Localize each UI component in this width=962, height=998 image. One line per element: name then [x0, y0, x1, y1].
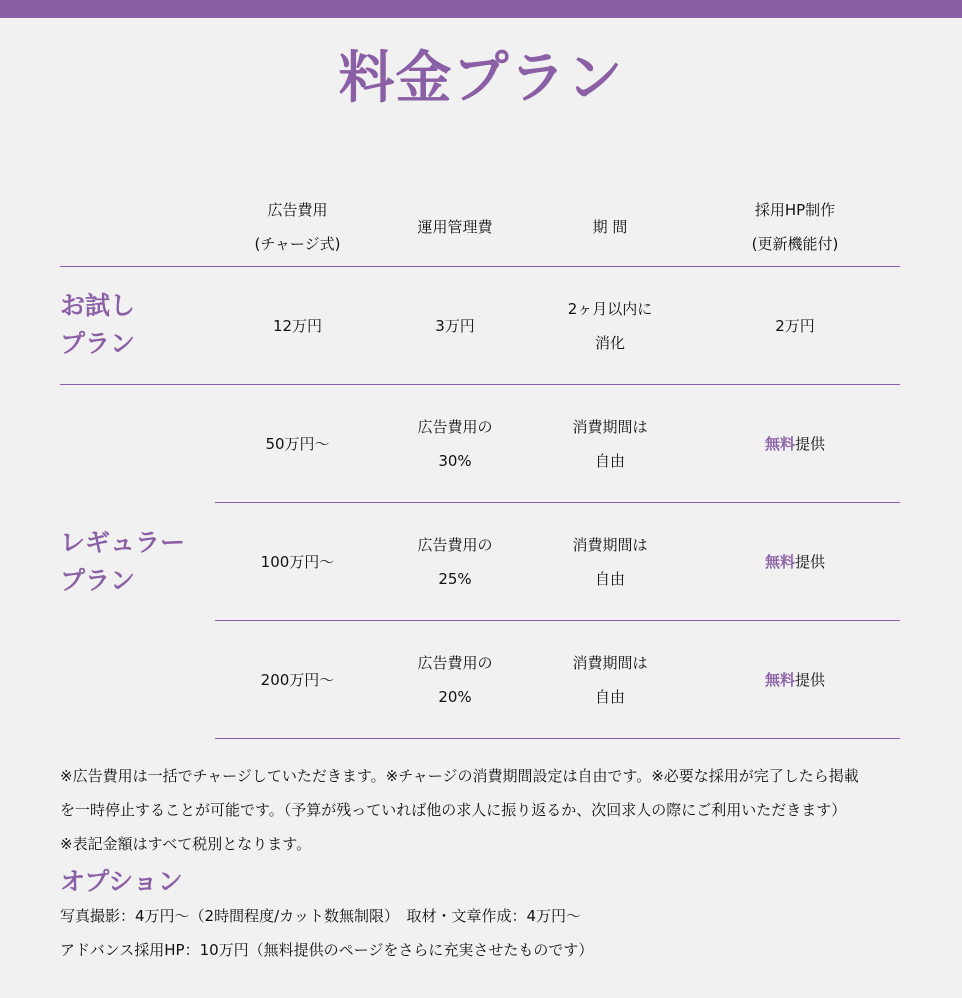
regular-row3-ad-cost: 200万円〜 — [260, 671, 335, 689]
page-title: 料金プラン — [338, 46, 624, 111]
header-hp-line2: (更新機能付) — [751, 235, 839, 253]
header-mgmt-fee: 運用管理費 — [417, 218, 493, 236]
trial-period-line1: 2ヶ月以内に — [567, 300, 653, 318]
regular-row3-mgmt-line1: 広告費用の — [417, 654, 493, 672]
regular-row1-mgmt-line2: 30% — [438, 452, 472, 470]
divider-regular-1 — [215, 502, 900, 503]
regular-row3-period-line1: 消費期間は — [572, 654, 648, 672]
regular-row1-hp-rest: 提供 — [795, 435, 826, 453]
regular-row2-hp-free: 無料 — [764, 553, 795, 571]
regular-row1-mgmt — [380, 410, 530, 478]
regular-row2-hp — [690, 545, 900, 579]
regular-row3-hp-free: 無料 — [764, 671, 795, 689]
regular-row3-period-line2: 自由 — [594, 688, 625, 706]
divider-regular-3 — [215, 738, 900, 739]
header-ad-cost-line2: (チャージ式) — [254, 235, 341, 253]
regular-row2-period — [530, 528, 690, 596]
divider-trial — [60, 384, 900, 385]
regular-row3-mgmt — [380, 646, 530, 714]
regular-row1-period — [530, 410, 690, 478]
top-accent-bar — [0, 0, 962, 18]
regular-row3-period — [530, 646, 690, 714]
regular-row1-hp-free: 無料 — [764, 435, 795, 453]
regular-row3-hp-rest: 提供 — [795, 671, 826, 689]
regular-row2-period-line2: 自由 — [594, 570, 625, 588]
trial-hp: 2万円 — [775, 317, 815, 335]
regular-row2-period-line1: 消費期間は — [572, 536, 648, 554]
header-period: 期 間 — [592, 218, 628, 236]
trial-period-line2: 消化 — [594, 334, 625, 352]
trial-plan-name — [60, 287, 135, 363]
regular-plan-name-line1: レギュラー — [60, 528, 186, 557]
regular-row1-mgmt-line1: 広告費用の — [417, 418, 493, 436]
trial-plan-name-line1: お試し — [60, 291, 136, 320]
note-line-2: を一時停止することが可能です。（予算が残っていれば他の求人に振り返るか、次回求人の際にご利用いただきます） — [60, 801, 847, 819]
divider-header — [60, 266, 900, 267]
regular-row3-hp — [690, 663, 900, 697]
trial-plan-name-line2: プラン — [60, 329, 136, 358]
regular-row1-period-line1: 消費期間は — [572, 418, 648, 436]
header-ad-cost-line1: 広告費用 — [267, 201, 328, 219]
option-line-1: 写真撮影：4万円〜（2時間程度/カット数無制限） 取材・文章作成：4万円〜 — [60, 907, 582, 925]
divider-regular-2 — [215, 620, 900, 621]
trial-mgmt-fee: 3万円 — [435, 317, 475, 335]
trial-period — [530, 292, 690, 360]
header-hp — [690, 193, 900, 261]
options-title: オプション — [60, 867, 183, 896]
note-line-1: ※広告費用は一括でチャージしていただきます。※チャージの消費期間設定は自由です。※必要な採用が完了したら掲載 — [60, 767, 859, 785]
regular-row2-mgmt-line1: 広告費用の — [417, 536, 493, 554]
regular-row2-hp-rest: 提供 — [795, 553, 826, 571]
trial-ad-cost: 12万円 — [272, 317, 323, 335]
regular-row3-mgmt-line2: 20% — [438, 688, 472, 706]
header-ad-cost — [215, 193, 380, 261]
regular-row1-hp — [690, 427, 900, 461]
regular-plan-name — [60, 524, 185, 600]
option-line-2: アドバンス採用HP：10万円（無料提供のページをさらに充実させたものです） — [60, 941, 594, 959]
regular-row2-ad-cost: 100万円〜 — [260, 553, 335, 571]
regular-plan-name-line2: プラン — [60, 566, 136, 595]
regular-row1-ad-cost: 50万円〜 — [265, 435, 330, 453]
note-line-3: ※表記金額はすべて税別となります。 — [60, 835, 312, 853]
regular-row1-period-line2: 自由 — [594, 452, 625, 470]
regular-row2-mgmt — [380, 528, 530, 596]
regular-row2-mgmt-line2: 25% — [438, 570, 472, 588]
header-hp-line1: 採用HP制作 — [754, 201, 836, 219]
